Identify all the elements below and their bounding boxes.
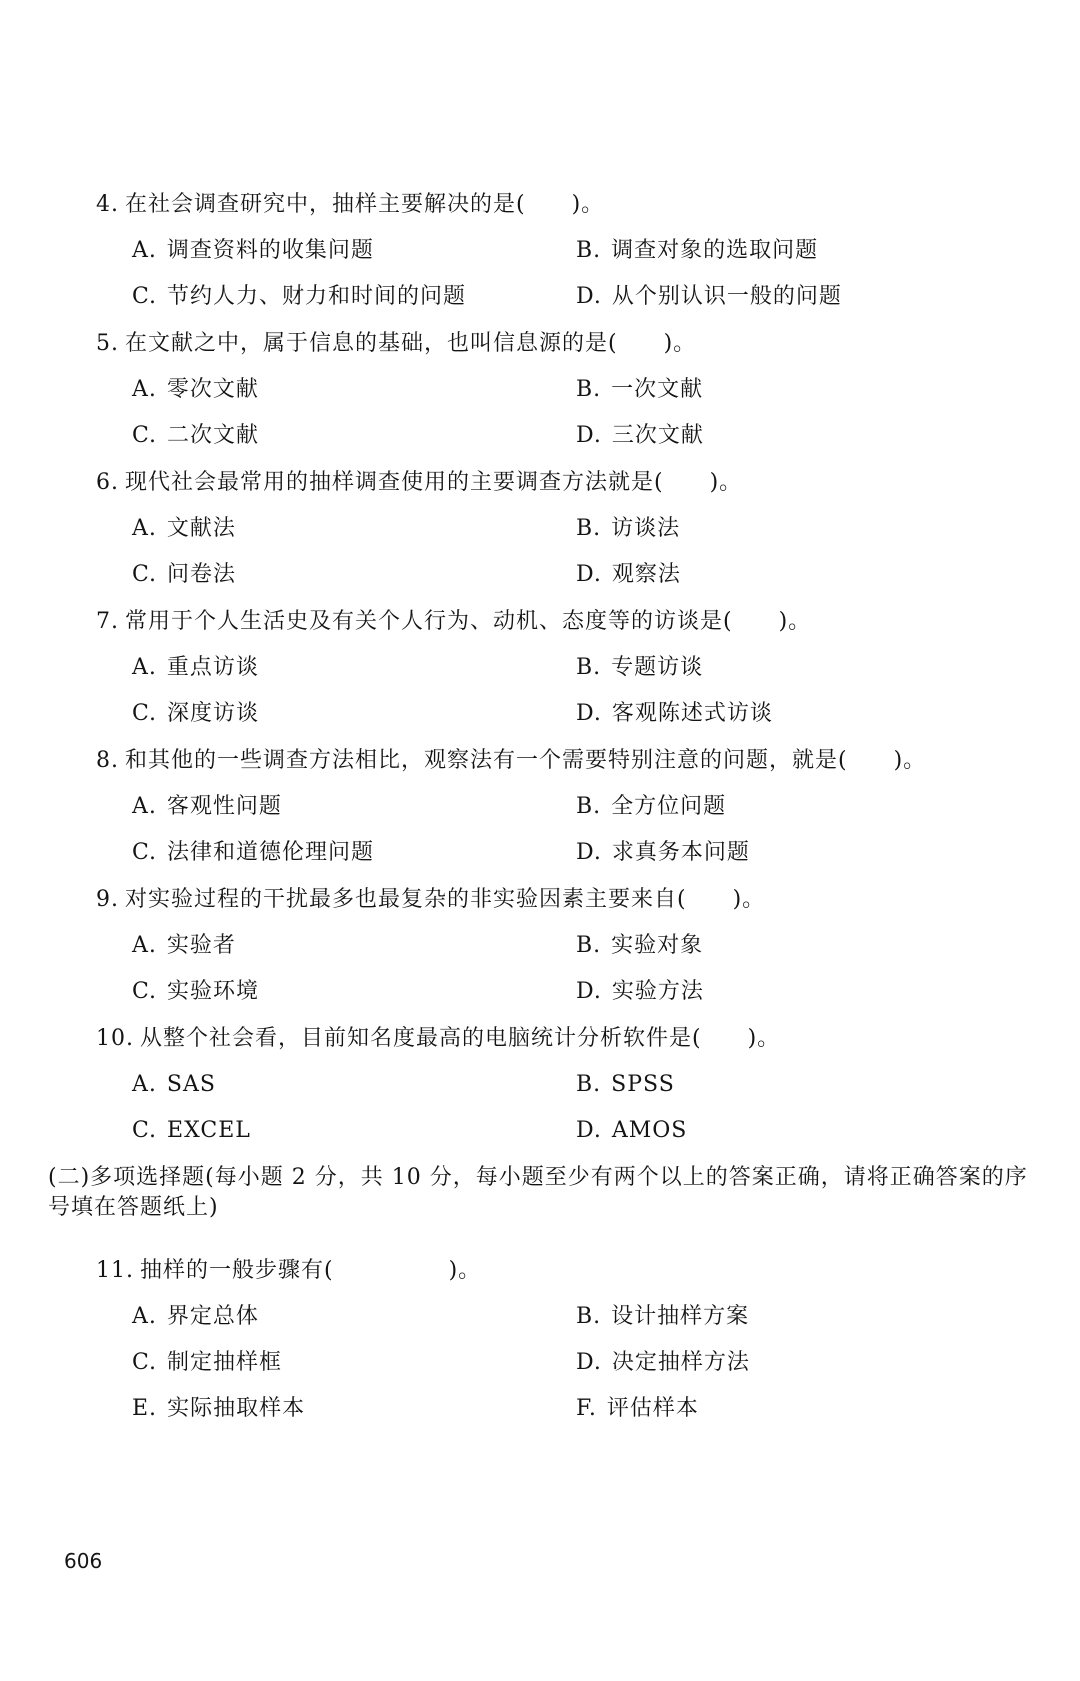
option-letter: B. — [576, 794, 602, 819]
option-text: 法律和道德伦理问题 — [167, 840, 375, 865]
option-letter: D. — [576, 840, 602, 865]
option-letter: C. — [132, 1118, 158, 1143]
option-text: 问卷法 — [167, 562, 237, 587]
option-text: 文献法 — [166, 516, 236, 541]
question-5 — [96, 329, 696, 359]
option-text: 客观陈述式访谈 — [611, 701, 773, 726]
option-4c — [132, 282, 466, 312]
section-heading-multiple-choice: (二)多项选择题(每小题 2 分，共 10 分，每小题至少有两个以上的答案正确，请将正确答案的序号填在答题纸上) — [48, 1165, 1028, 1220]
option-10d — [576, 1116, 687, 1146]
option-10b — [576, 1070, 675, 1100]
question-text: 在社会调查研究中，抽样主要解决的是( )。 — [125, 192, 605, 217]
option-letter: B. — [576, 1304, 602, 1329]
question-number: 4. — [96, 192, 119, 217]
question-text: 和其他的一些调查方法相比，观察法有一个需要特别注意的问题，就是( )。 — [125, 748, 927, 773]
question-number: 7. — [96, 609, 119, 634]
option-letter: D. — [576, 284, 602, 309]
option-5b — [576, 375, 703, 405]
option-letter: D. — [576, 701, 602, 726]
option-text: 制定抽样框 — [167, 1350, 283, 1375]
option-text: 设计抽样方案 — [611, 1304, 750, 1329]
option-text: SAS — [166, 1072, 216, 1097]
option-8b — [576, 792, 726, 822]
option-text: 实验对象 — [611, 933, 704, 958]
option-letter: A. — [132, 238, 157, 263]
option-4d — [576, 282, 842, 312]
question-7 — [96, 607, 811, 637]
option-text: 全方位问题 — [611, 794, 727, 819]
option-letter: B. — [576, 238, 602, 263]
option-letter: A. — [132, 794, 157, 819]
option-letter: E. — [132, 1396, 158, 1421]
option-text: 二次文献 — [167, 423, 260, 448]
option-8c — [132, 838, 374, 868]
option-letter: C. — [132, 701, 158, 726]
option-letter: D. — [576, 1350, 602, 1375]
page-number: 606 — [64, 1549, 103, 1573]
option-text: 决定抽样方法 — [611, 1350, 750, 1375]
question-11 — [96, 1256, 481, 1286]
option-4b — [576, 236, 818, 266]
option-letter: A. — [132, 655, 157, 680]
option-text: 实际抽取样本 — [167, 1396, 306, 1421]
option-text: 实验方法 — [611, 979, 704, 1004]
option-text: 调查资料的收集问题 — [166, 238, 374, 263]
option-letter: C. — [132, 840, 158, 865]
option-letter: B. — [576, 377, 602, 402]
option-6b — [576, 514, 680, 544]
option-letter: B. — [576, 933, 602, 958]
question-8 — [96, 746, 926, 776]
option-text: 三次文献 — [611, 423, 704, 448]
option-7a — [132, 653, 259, 683]
option-10c — [132, 1116, 251, 1146]
question-text: 从整个社会看，目前知名度最高的电脑统计分析软件是( )。 — [140, 1026, 781, 1051]
question-number: 8. — [96, 748, 119, 773]
option-7c — [132, 699, 259, 729]
option-letter: A. — [132, 516, 157, 541]
option-11a — [132, 1302, 259, 1332]
question-text: 对实验过程的干扰最多也最复杂的非实验因素主要来自( )。 — [125, 887, 766, 912]
option-6c — [132, 560, 236, 590]
option-text: 实验环境 — [167, 979, 260, 1004]
option-text: 实验者 — [166, 933, 236, 958]
option-6a — [132, 514, 236, 544]
option-11d — [576, 1348, 750, 1378]
option-letter: C. — [132, 979, 158, 1004]
question-number: 5. — [96, 331, 119, 356]
option-text: 求真务本问题 — [611, 840, 750, 865]
option-4a — [132, 236, 374, 266]
option-7b — [576, 653, 703, 683]
question-number: 9. — [96, 887, 119, 912]
option-text: 一次文献 — [611, 377, 704, 402]
option-11e — [132, 1394, 305, 1424]
option-5d — [576, 421, 704, 451]
option-letter: C. — [132, 284, 158, 309]
option-letter: A. — [132, 933, 157, 958]
option-letter: D. — [576, 562, 602, 587]
option-letter: D. — [576, 423, 602, 448]
option-text: AMOS — [611, 1118, 688, 1143]
question-9 — [96, 885, 765, 915]
question-text: 现代社会最常用的抽样调查使用的主要调查方法就是( )。 — [125, 470, 743, 495]
question-10 — [96, 1024, 780, 1054]
option-11f — [576, 1394, 699, 1424]
option-11c — [132, 1348, 282, 1378]
question-text: 在文献之中，属于信息的基础，也叫信息源的是( )。 — [125, 331, 697, 356]
option-text: 从个别认识一般的问题 — [611, 284, 842, 309]
option-5c — [132, 421, 259, 451]
option-letter: C. — [132, 562, 158, 587]
option-11b — [576, 1302, 749, 1332]
option-text: SPSS — [611, 1072, 675, 1097]
option-5a — [132, 375, 259, 405]
option-text: 零次文献 — [166, 377, 259, 402]
option-letter: D. — [576, 1118, 602, 1143]
question-number: 10. — [96, 1026, 134, 1051]
option-text: 访谈法 — [611, 516, 681, 541]
option-letter: B. — [576, 1072, 602, 1097]
option-text: 节约人力、财力和时间的问题 — [167, 284, 467, 309]
question-6 — [96, 468, 742, 498]
option-9b — [576, 931, 703, 961]
option-text: 界定总体 — [166, 1304, 259, 1329]
option-text: 深度访谈 — [167, 701, 260, 726]
option-text: EXCEL — [167, 1118, 251, 1143]
option-9a — [132, 931, 236, 961]
option-letter: B. — [576, 516, 602, 541]
option-letter: C. — [132, 423, 158, 448]
question-4 — [96, 190, 604, 220]
question-text: 抽样的一般步骤有( )。 — [140, 1258, 482, 1283]
question-number: 11. — [96, 1258, 134, 1283]
option-text: 重点访谈 — [166, 655, 259, 680]
option-text: 评估样本 — [606, 1396, 699, 1421]
option-text: 调查对象的选取问题 — [611, 238, 819, 263]
question-number: 6. — [96, 470, 119, 495]
option-9d — [576, 977, 704, 1007]
option-9c — [132, 977, 259, 1007]
option-letter: A. — [132, 1072, 157, 1097]
option-6d — [576, 560, 681, 590]
option-8d — [576, 838, 750, 868]
option-letter: C. — [132, 1350, 158, 1375]
option-letter: B. — [576, 655, 602, 680]
option-letter: A. — [132, 377, 157, 402]
option-7d — [576, 699, 773, 729]
option-text: 观察法 — [611, 562, 681, 587]
option-letter: D. — [576, 979, 602, 1004]
option-8a — [132, 792, 282, 822]
option-text: 专题访谈 — [611, 655, 704, 680]
option-letter: F. — [576, 1396, 597, 1421]
option-letter: A. — [132, 1304, 157, 1329]
question-text: 常用于个人生活史及有关个人行为、动机、态度等的访谈是( )。 — [125, 609, 812, 634]
option-text: 客观性问题 — [166, 794, 282, 819]
option-10a — [132, 1070, 216, 1100]
